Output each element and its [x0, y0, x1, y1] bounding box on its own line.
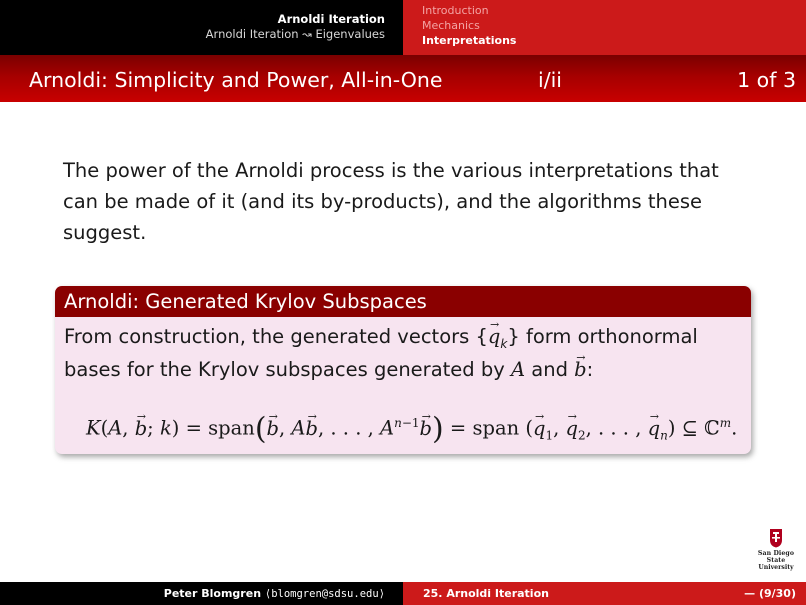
section-navigation — [0, 0, 403, 55]
intro-line: suggest. — [63, 221, 147, 244]
subsection-link-mechanics[interactable]: Mechanics — [422, 19, 480, 32]
author-name: Peter Blomgren — [163, 587, 262, 600]
footer-bar — [0, 582, 806, 605]
frame-part-indicator: i/ii — [538, 68, 562, 92]
krylov-equation: K(A, → b; k) = span(→ b, A→ b, . . . , $A^{n-1}\to b$) = span (→ $q_1$, → $q_2$, . . . , → $q_n$) ⊆ ℂ$^m$. — [86, 403, 737, 454]
frame-page-count: 1 of 3 — [737, 68, 796, 92]
frame-title-bar — [0, 55, 806, 102]
block-text: From construction, the generated vectors { — [64, 325, 488, 348]
footer-lecture-title[interactable]: 25. Arnoldi Iteration — [423, 587, 549, 600]
footer-author[interactable] — [164, 587, 385, 601]
section-title[interactable]: Arnoldi Iteration — [277, 12, 385, 26]
block-body — [55, 317, 751, 454]
intro-paragraph — [63, 155, 763, 248]
math-symbol: → b — [574, 358, 586, 382]
university-logo — [749, 528, 803, 571]
block-text-line-1 — [64, 325, 698, 356]
section-subtitle[interactable]: Arnoldi Iteration ↝ Eigenvalues — [205, 27, 385, 41]
top-navigation-bar — [0, 0, 806, 55]
math-symbol: A — [510, 358, 526, 381]
footer-page-number: — (9/30) — [744, 587, 796, 600]
logo-text-line-2: University — [758, 564, 794, 571]
frame-title: Arnoldi: Simplicity and Power, All-in-One — [29, 68, 443, 92]
block-text: : — [586, 358, 594, 381]
footer-author-area — [0, 582, 403, 605]
subsection-link-interpretations[interactable]: Interpretations — [422, 34, 517, 47]
subsection-link-introduction[interactable]: Introduction — [422, 4, 489, 17]
block-text: } form orthonormal — [507, 325, 698, 348]
math-symbol: → q — [488, 325, 500, 349]
block-title: Arnoldi: Generated Krylov Subspaces — [55, 286, 751, 317]
block-text: bases for the Krylov subspaces generated by — [64, 358, 511, 381]
university-seal-icon — [768, 528, 784, 548]
math-subscript: k — [500, 336, 508, 351]
intro-line: can be made of it (and its by-products), and the algorithms these — [63, 190, 702, 213]
subsection-navigation — [403, 0, 806, 55]
author-email-text: blomgren@sdsu.edu — [271, 588, 379, 600]
intro-line: The power of the Arnoldi process is the various interpretations that — [63, 159, 719, 182]
logo-text-line-1: San Diego State — [757, 550, 795, 564]
krylov-subspace-block — [55, 286, 751, 454]
author-email: ⟨blomgren@sdsu.edu⟩ — [264, 588, 385, 600]
block-text-line-2: bases for the Krylov subspaces generated by A and → b: — [64, 358, 593, 382]
footer-lecture-area — [403, 582, 806, 605]
